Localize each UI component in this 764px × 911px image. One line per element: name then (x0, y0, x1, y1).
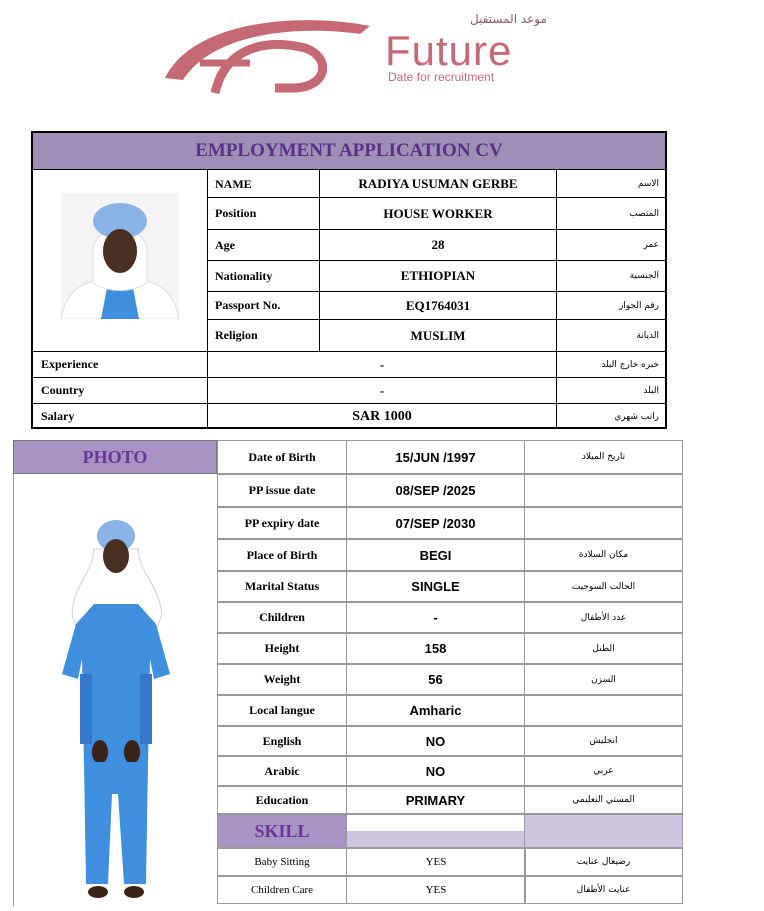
skill-value-children-care: YES (346, 876, 526, 904)
detail-value-education: PRIMARY (346, 786, 525, 814)
logo-mark-icon (155, 8, 395, 103)
row-value-salary: SAR 1000 (352, 408, 412, 424)
row-label-experience: Experience (41, 357, 99, 371)
row-value-position: HOUSE WORKER (383, 205, 493, 221)
detail-arabic-place-of-birth: مكان السلادة (524, 539, 683, 571)
row-label-religion: Religion (215, 328, 258, 342)
row-arabic-country: البلد (643, 385, 659, 396)
row-arabic-passport: رقم الجواز (618, 300, 659, 311)
row-value-nationality: ETHIOPIAN (400, 268, 476, 283)
photo-header: PHOTO (13, 440, 217, 474)
row-label-age: Age (215, 237, 235, 252)
detail-label-weight: Weight (217, 664, 347, 695)
row-arabic-age: عمر (643, 240, 659, 250)
detail-value-pp-issue-date: 08/SEP /2025 (346, 474, 525, 507)
skill-header-value-band (346, 814, 526, 848)
detail-label-children: Children (217, 602, 347, 633)
row-value-experience: - (379, 356, 385, 372)
detail-arabic-pp-issue-date (524, 474, 683, 507)
detail-value-date-of-birth: 15/JUN /1997 (346, 440, 525, 474)
detail-arabic-english: انجليش (524, 726, 683, 756)
detail-value-place-of-birth: BEGI (346, 539, 525, 571)
row-label-name: NAME (215, 176, 252, 191)
detail-arabic-education: المستي التعليمي (524, 786, 683, 814)
row-value-age: 28 (431, 237, 445, 252)
row-value-passport: EQ1764031 (405, 297, 471, 313)
row-value-name: RADIYA USUMAN GERBE (358, 176, 518, 191)
row-label-country: Country (41, 383, 85, 397)
cv-details-table (13, 440, 683, 906)
detail-label-marital-status: Marital Status (217, 571, 347, 602)
detail-value-height: 158 (346, 633, 525, 664)
detail-label-pp-expiry-date: PP expiry date (217, 507, 347, 539)
detail-value-children: - (346, 602, 525, 633)
detail-arabic-date-of-birth: تاريخ الميلاد (524, 440, 683, 474)
detail-label-date-of-birth: Date of Birth (217, 440, 347, 474)
row-arabic-experience: خبره خارج البلد (601, 359, 659, 370)
row-label-nationality: Nationality (215, 268, 273, 283)
detail-label-education: Education (217, 786, 347, 814)
logo-brand-text: Future (385, 27, 513, 74)
detail-value-pp-expiry-date: 07/SEP /2030 (346, 507, 525, 539)
skill-label-baby-sitting: Baby Sitting (217, 848, 347, 876)
skill-header: SKILL (217, 814, 347, 848)
logo-arabic-text: موعد المستقبل (470, 12, 547, 26)
row-label-passport: Passport No. (215, 298, 281, 312)
cv-title: EMPLOYMENT APPLICATION CV (33, 133, 665, 170)
row-arabic-name: الاسم (637, 179, 659, 189)
skill-arabic-baby-sitting: رضيعال عنايت (524, 848, 683, 876)
detail-arabic-children: عدد الأطفال (524, 602, 683, 633)
detail-arabic-pp-expiry-date (524, 507, 683, 539)
skill-arabic-children-care: عنايت الأطفال (524, 876, 683, 904)
detail-label-place-of-birth: Place of Birth (217, 539, 347, 571)
detail-label-pp-issue-date: PP issue date (217, 474, 347, 507)
detail-label-arabic: Arabic (217, 756, 347, 786)
detail-arabic-arabic: عربي (524, 756, 683, 786)
skill-label-children-care: Children Care (217, 876, 347, 904)
row-value-country: - (379, 382, 385, 398)
detail-arabic-local-langue (524, 695, 683, 726)
detail-value-arabic: NO (346, 756, 525, 786)
skill-value-baby-sitting: YES (346, 848, 526, 876)
row-arabic-salary: راتب شهري (614, 411, 659, 422)
detail-label-english: English (217, 726, 347, 756)
skill-header-arabic-band (524, 814, 683, 848)
detail-arabic-marital-status: الحالت السوجيت (524, 571, 683, 602)
logo-tagline: Date for recruitment (388, 70, 495, 84)
full-body-photo (13, 474, 217, 906)
row-arabic-position: المنصب (629, 208, 659, 219)
detail-value-english: NO (346, 726, 525, 756)
row-arabic-religion: الديانة (636, 330, 659, 341)
detail-label-height: Height (217, 633, 347, 664)
row-label-position: Position (215, 206, 257, 220)
portrait-photo (61, 193, 179, 319)
detail-label-local-langue: Local langue (217, 695, 347, 726)
row-value-religion: MUSLIM (410, 327, 466, 343)
detail-value-local-langue: Amharic (346, 695, 525, 726)
row-arabic-nationality: الجنسية (629, 271, 659, 281)
detail-arabic-weight: السزن (524, 664, 683, 695)
cv-summary-table (31, 131, 667, 429)
detail-value-weight: 56 (346, 664, 525, 695)
detail-value-marital-status: SINGLE (346, 571, 525, 602)
row-label-salary: Salary (41, 409, 75, 423)
detail-arabic-height: الطنل (524, 633, 683, 664)
